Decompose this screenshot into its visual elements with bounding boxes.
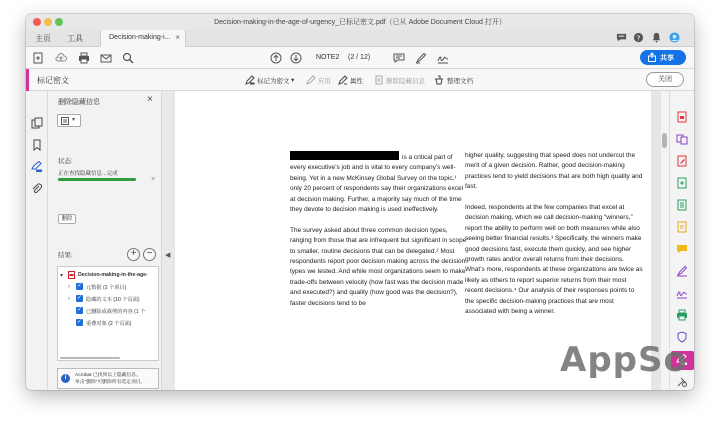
page-number-input[interactable]: NOTE2 [316, 54, 340, 61]
export-pdf-icon[interactable] [676, 111, 688, 123]
fill-sign-icon[interactable] [676, 265, 688, 277]
paragraph [290, 151, 468, 215]
tree-item-label: Decision-making-in-the-age- [78, 272, 148, 278]
title-bar [26, 14, 694, 30]
close-tool-button[interactable]: 关闭 [646, 72, 684, 87]
combine-files-icon[interactable] [676, 133, 688, 145]
comment-tool-icon[interactable] [676, 243, 688, 255]
results-tree [57, 266, 159, 361]
panel-collapse-handle[interactable] [161, 91, 173, 390]
page-count: (2 / 12) [348, 54, 371, 61]
mark-dropdown-icon[interactable]: ▾ [291, 77, 295, 84]
checkbox[interactable]: ✓ [76, 319, 83, 325]
share-button[interactable] [640, 50, 686, 65]
svg-text:?: ? [636, 33, 641, 43]
window-title: Decision-making-in-the-age-of-urgency_已标记密文.pdf（已从 Adobe Document Cloud 打开） [214, 19, 506, 26]
page-down-icon[interactable] [290, 52, 302, 64]
paragraph-text: is a critical part of every executive’s job and is vital to every company’s well-being. Yet in a new McKinsey Global Survey on the topic,¹ only 20 percent of respondents say their organizations excel at decision making. Further, a majority say much of the time they devote to decision making is used ineffectively. [290, 154, 464, 214]
checkbox[interactable]: ✓ [76, 295, 83, 301]
properties-button[interactable]: 属性 [350, 78, 363, 85]
page-up-icon[interactable] [270, 52, 282, 64]
chevron-down-icon[interactable]: ▾ [60, 273, 64, 279]
tab-document[interactable] [100, 30, 186, 47]
paragraph: The survey asked about three common decision types, ranging from those that are infrequent but significant in scope to smaller, routine decisions that can be delegated.² Most respondents report poor decision making across the decision types we tested. And while most organizations seem to make trade-offs between velocity (how fast was the decision made and executed?) and quality (how good was the decision?), faster decisions tend to be [290, 226, 467, 307]
app-window [26, 14, 694, 390]
tree-item-label: 元数据 (2 个项目) [86, 285, 127, 291]
send-for-signature-icon[interactable] [676, 287, 688, 299]
left-nav-rail [26, 91, 48, 390]
properties-icon [338, 75, 348, 85]
search-icon[interactable] [122, 52, 134, 64]
avatar[interactable] [669, 32, 680, 43]
text-column-left [290, 151, 468, 319]
bookmark-icon[interactable] [31, 139, 43, 151]
results-label: 结果: [58, 252, 73, 259]
bell-icon[interactable] [651, 32, 662, 43]
share-label: 共享 [660, 55, 674, 62]
collapse-arrow-icon: ◀ [165, 252, 171, 259]
mark-for-redaction-button[interactable]: 标记为密文 [257, 78, 290, 85]
print-production-icon[interactable] [676, 309, 688, 321]
redact-panel-icon[interactable] [31, 161, 43, 173]
tool-accent-bar [26, 69, 29, 91]
info-icon: i [61, 374, 70, 383]
sanitize-document-button[interactable]: 整理文档 [447, 78, 473, 85]
chevron-right-icon[interactable]: › [68, 296, 70, 302]
redact-toolbar [26, 69, 694, 91]
collapse-all-button[interactable]: − [143, 248, 156, 261]
expand-all-button[interactable]: + [127, 248, 140, 261]
page-thumbnails-icon[interactable] [31, 117, 43, 129]
panel-close-icon[interactable]: × [147, 94, 153, 105]
options-chevron-down-icon: ▾ [72, 117, 76, 123]
mark-redaction-icon [245, 75, 255, 85]
scan-ocr-icon[interactable] [676, 221, 688, 233]
info-box [57, 368, 159, 389]
create-pdf-icon[interactable] [32, 52, 44, 64]
scrollbar-thumb[interactable] [662, 133, 667, 148]
add-comment-icon[interactable] [393, 52, 405, 64]
paragraph: Indeed, respondents at the few companies that excel at decision making, which we call decision-making “winners,” report the ability to perform well on both measures while also seeing better financial results.³ Specifically, the winners make good decisions fast, execute them quickly, and see higher growth rates and/or overall returns from their decisions. What’s more, respondents at these organizations are twice as likely as others to report superior returns from their most recent decisions.⁴ Our analysis of their responses points to the specific decision-making practices that are most associated with being a winner. [465, 204, 643, 316]
create-pdf-tool-icon[interactable] [676, 177, 688, 189]
tool-title: 标记密文 [37, 76, 69, 85]
print-icon[interactable] [78, 52, 90, 64]
tab-home[interactable]: 主页 [35, 34, 51, 43]
remove-hidden-info-panel [48, 91, 161, 390]
info-text-line: 单击“删除”可删除所有选定项目。 [75, 380, 146, 385]
checkbox[interactable]: ✓ [76, 283, 83, 289]
apply-icon [306, 75, 316, 85]
email-icon[interactable] [100, 52, 112, 64]
tab-bar [26, 30, 694, 47]
options-icon [61, 117, 69, 125]
progress-close-icon[interactable]: × [151, 176, 156, 183]
edit-pdf-icon[interactable] [676, 155, 688, 167]
chevron-right-icon[interactable]: › [68, 284, 70, 290]
pdf-file-icon [68, 271, 75, 279]
checkbox[interactable]: ✓ [76, 307, 83, 313]
panel-title: 删除隐藏信息 [58, 99, 100, 106]
options-dropdown[interactable] [57, 114, 81, 127]
info-text [75, 372, 145, 386]
redaction-mark[interactable] [290, 151, 399, 160]
close-tab-icon[interactable]: × [175, 33, 180, 42]
share-icon [647, 52, 657, 62]
sign-icon[interactable] [437, 52, 449, 64]
cloud-upload-icon[interactable] [55, 52, 67, 64]
attachment-icon[interactable] [31, 183, 43, 195]
status-label: 状态: [58, 158, 73, 165]
remove-hidden-info-button[interactable]: 删除隐藏信息 [386, 78, 425, 85]
tab-tools[interactable]: 工具 [67, 34, 83, 43]
tree-item-label: 已删除或裁剪的内容 (1 个 [86, 309, 146, 315]
comment-icon[interactable] [616, 32, 627, 43]
apply-button[interactable]: 应用 [318, 78, 331, 85]
tab-document-label: Decision-making-i... [109, 34, 171, 41]
appso-watermark: AppSo [560, 340, 688, 380]
help-icon[interactable] [633, 32, 644, 43]
text-column-right [465, 151, 643, 328]
main-toolbar [26, 47, 694, 69]
tree-item-label: 隐藏的文本 (10 个页面) [86, 297, 140, 303]
organize-pages-icon[interactable] [676, 199, 688, 211]
paragraph: higher quality, suggesting that speed does not undercut the merit of a given decision. Rather, good decision-making practices tend to yield decisions that are both high quality and fast. [465, 152, 643, 191]
info-text-line: Acrobat 已找到以上隐藏信息。 [75, 373, 141, 378]
remove-button[interactable]: 删除 [58, 214, 76, 224]
remove-hidden-info-icon [374, 75, 384, 85]
progress-fill [58, 178, 136, 181]
tree-scrollbar[interactable] [60, 357, 120, 359]
sanitize-icon [434, 75, 444, 85]
tree-item-label: 重叠对象 (2 个页面) [86, 321, 132, 327]
status-text: 正在查找隐藏信息...完成 [58, 171, 118, 177]
progress-bar [58, 178, 136, 181]
highlight-pen-icon[interactable] [415, 52, 427, 64]
